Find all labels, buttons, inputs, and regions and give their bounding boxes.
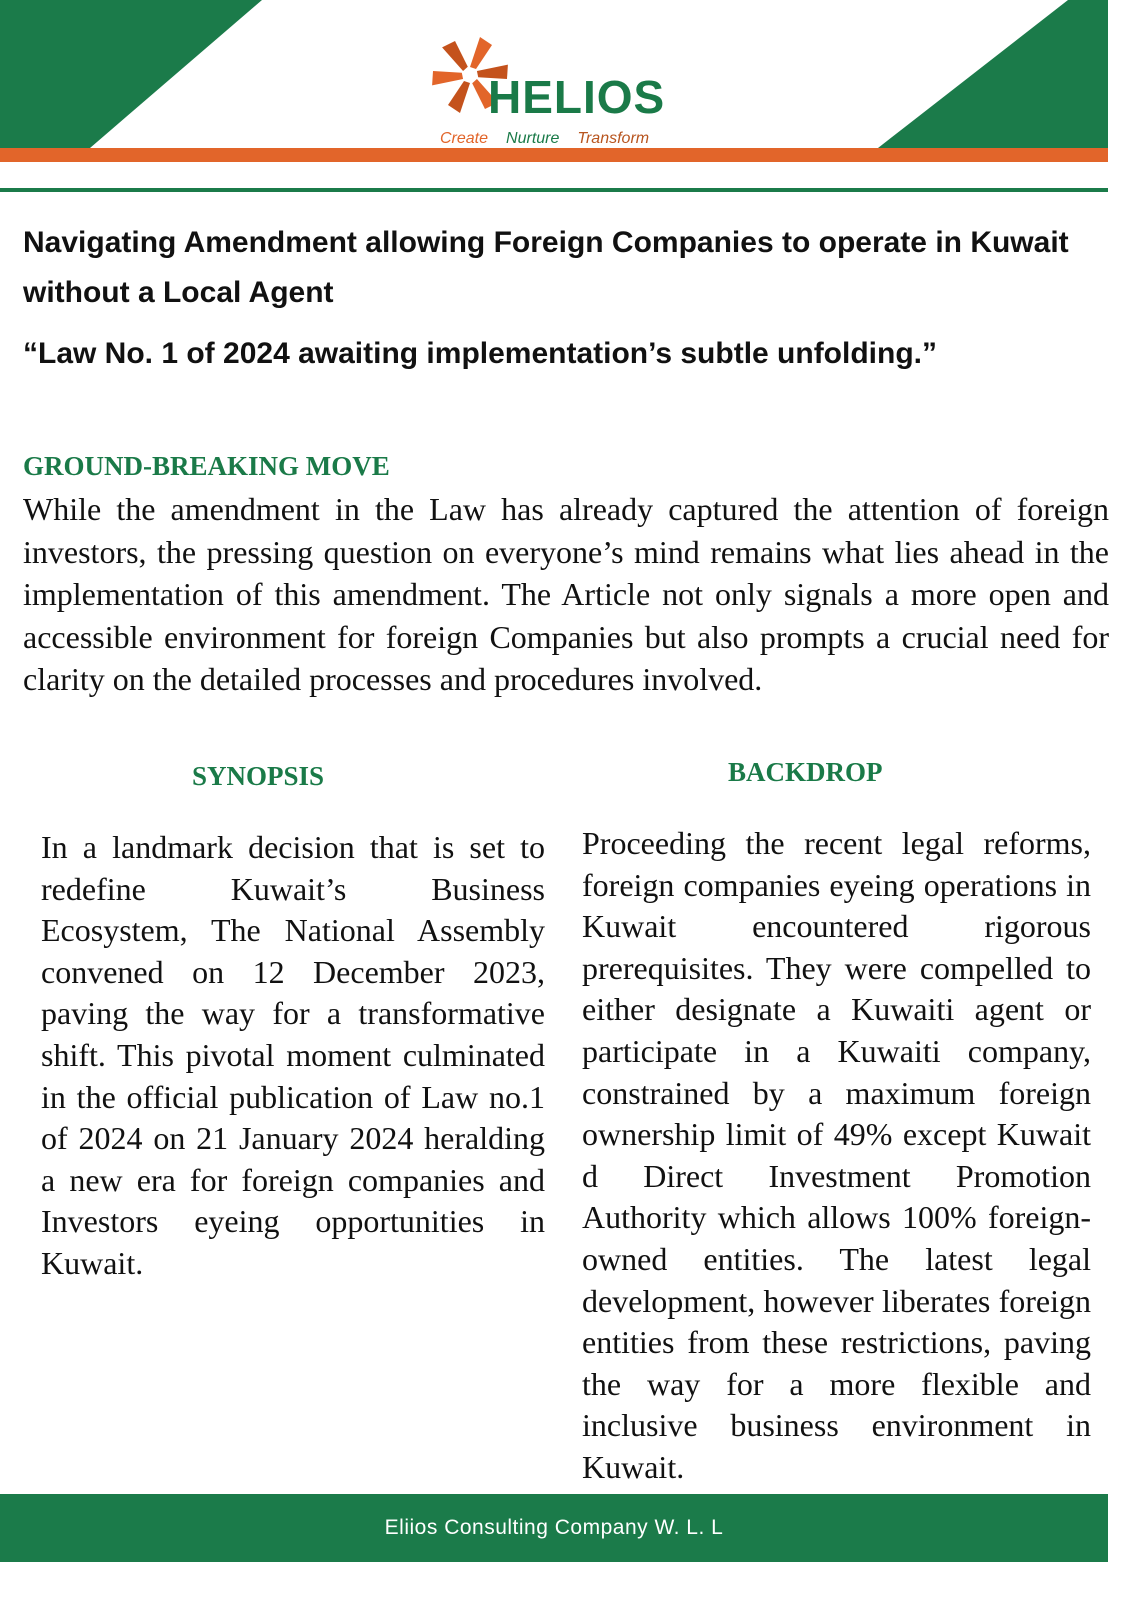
tagline-transform: Transform <box>577 130 650 147</box>
ground-breaking-heading: GROUND-BREAKING MOVE <box>23 451 390 481</box>
backdrop-heading: BACKDROP <box>728 757 883 787</box>
footer-company-name: Eliios Consulting Company W. L. L <box>384 1516 724 1539</box>
page-header <box>0 0 1131 200</box>
right-green-corner <box>878 0 1108 148</box>
article-subtitle: “Law No. 1 of 2024 awaiting implementation’s subtle unfolding.” <box>23 337 937 370</box>
brand-tagline <box>440 131 740 147</box>
left-green-corner <box>0 0 262 148</box>
synopsis-heading: SYNOPSIS <box>192 761 325 791</box>
tagline-create: Create <box>440 130 489 147</box>
tagline-nurture: Nurture <box>506 130 560 147</box>
ground-breaking-body: While the amendment in the Law has already captured the attention of foreign investors, the pressing question on everyone’s mind remains what lies ahead in the implementation of this amendment. The Article not only signals a more open and accessible environment for foreign Companies but also prompts a crucial need for clarity on the detailed processes and procedures involved. <box>23 491 1109 697</box>
page-footer <box>0 1494 1108 1562</box>
synopsis-body: In a landmark decision that is set to redefine Kuwait’s Business Ecosystem, The National Assembly convened on 12 December 2023, paving the way for a transformative shift. This pivotal moment culminated in the official publication of Law no.1 of 2024 on 21 January 2024 heralding a new era for foreign companies and Investors eyeing opportunities in Kuwait. <box>41 829 545 1281</box>
article-title: Navigating Amendment allowing Foreign Companies to operate in Kuwait without a Local Agent <box>23 226 1069 309</box>
brand-name: HELIOS <box>488 71 666 123</box>
backdrop-body: Proceeding the recent legal reforms, foreign companies eyeing operations in Kuwait encountered rigorous prerequisites. They were compelled to either designate a Kuwaiti agent or participate in a Kuwaiti company, constrained by a maximum foreign ownership limit of 49% except Kuwait d Direct Investment Promotion Authority which allows 100% foreign-owned entities. The latest legal development, however liberates foreign entities from these restrictions, paving the way for a more flexible and inclusive business environment in Kuwait. <box>582 825 1091 1485</box>
green-divider-line <box>0 188 1108 192</box>
